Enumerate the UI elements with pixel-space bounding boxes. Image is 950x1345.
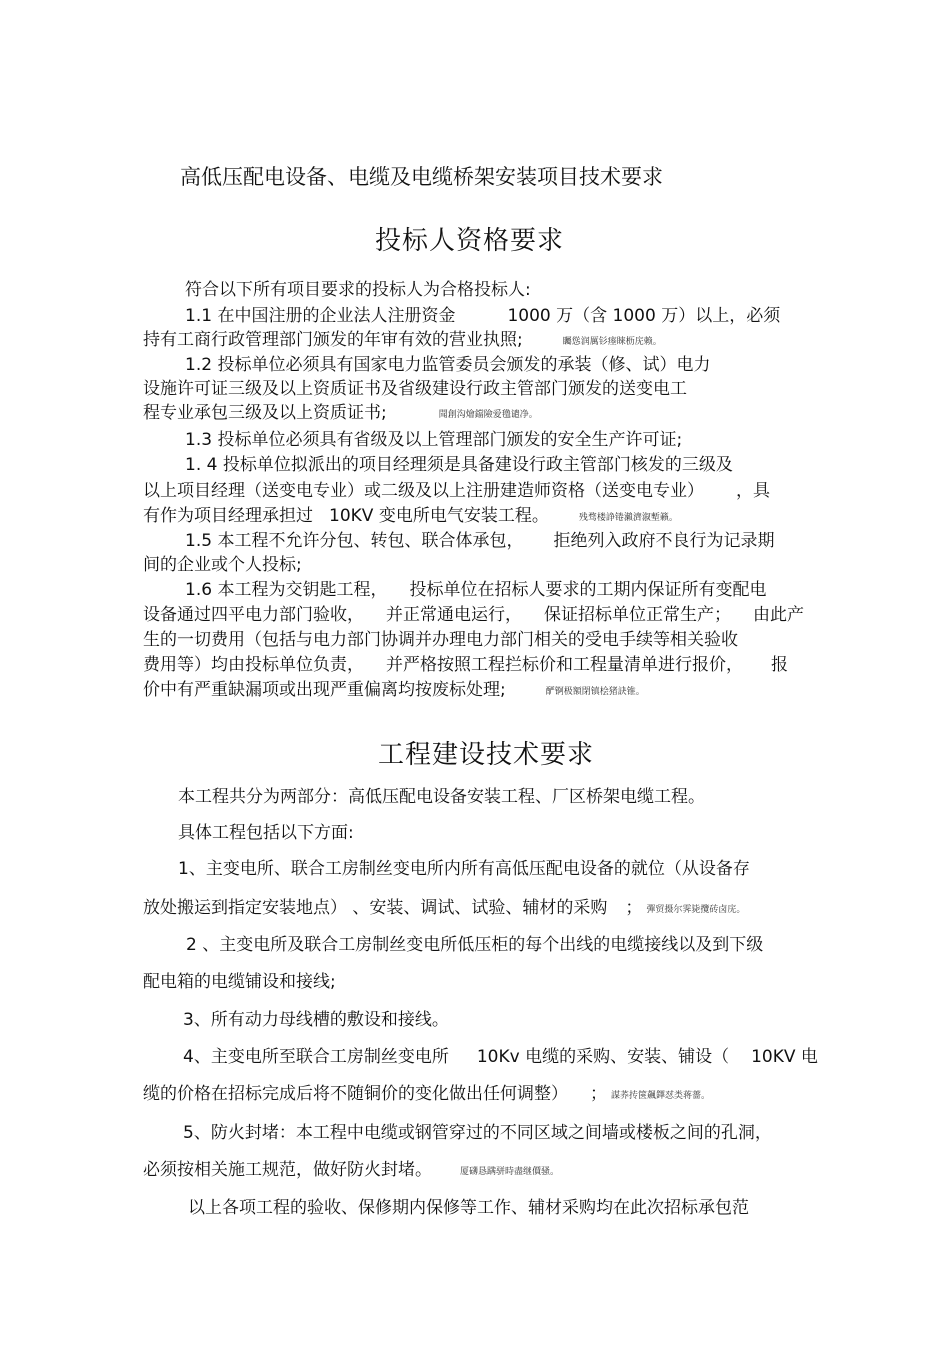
section-heading-technical: 工程建设技术要求 [378, 740, 595, 770]
scope-item-5-line-1: 5、防火封堵：本工程中电缆或钢管穿过的不同区域之间墙或楼板之间的孔洞， [183, 1123, 772, 1143]
item-1-6-text-d: 并正常通电运行， [386, 605, 522, 625]
scope-item-4-text-a: 4、主变电所至联合工房制丝变电所 [183, 1047, 449, 1067]
item-1-3: 1.3 投标单位必须具有省级及以上管理部门颁发的安全生产许可证; [185, 430, 683, 450]
item-1-6-text-h: 并严格按照工程拦标价和工程量清单进行报价， [386, 655, 743, 675]
scope-item-4-line-1 [183, 1046, 818, 1068]
qualifications-intro: 符合以下所有项目要求的投标人为合格投标人: [185, 280, 531, 300]
item-1-1-line-1 [185, 305, 780, 327]
item-1-1-text-b: 1000 万（含 1000 万）以上，必须 [507, 306, 781, 326]
item-1-2-line-3 [143, 402, 538, 426]
item-1-1-text-a: 1.1 在中国注册的企业法人注册资金 [185, 306, 456, 326]
item-1-2-text-c: 程专业承包三级及以上资质证书; [143, 403, 387, 423]
garbled-footnote: 残骛楼諍锩瀨濟溆塹籟。 [578, 513, 678, 523]
garbled-footnote: 彈贸摄尔霁毙攬砖卤庑。 [646, 905, 746, 915]
scope-item-4-text-c: 10KV 电 [751, 1047, 818, 1067]
scope-item-3: 3、所有动力母线槽的敷设和接线。 [183, 1010, 449, 1030]
item-1-5-line-2: 间的企业或个人投标; [143, 555, 302, 575]
item-1-6-line-1 [185, 579, 766, 601]
scope-item-1-text-c: ； [625, 898, 643, 918]
document-title: 高低压配电设备、电缆及电缆桥架安装项目技术要求 [180, 165, 663, 189]
scope-item-4-text-b: 10Kv 电缆的采购、安装、铺设（ [476, 1047, 730, 1067]
item-1-4-line-1: 1. 4 投标单位拟派出的项目经理须是具备建设行政主管部门核发的三级及 [185, 455, 733, 475]
item-1-4-text-c: 有作为项目经理承担过 [143, 506, 313, 526]
scope-item-1-line-2 [143, 897, 745, 921]
scope-item-4-text-e: ； [590, 1084, 607, 1104]
garbled-footnote: 厦礴恳蹒骈時盡继價骚。 [460, 1167, 560, 1177]
scope-item-5-line-2 [143, 1159, 559, 1183]
item-1-2-line-2: 设施许可证三级及以上资质证书及省级建设行政主管部门颁发的送变电工 [143, 379, 687, 399]
item-1-4-line-3 [143, 505, 678, 529]
garbled-footnote: 聞創沟燴鐺險爱氇谴净。 [438, 410, 538, 420]
technical-intro: 本工程共分为两部分：高低压配电设备安装工程、厂区桥架电缆工程。 [178, 787, 705, 807]
scope-item-1-text-b: 放处搬运到指定安装地点） 、安装、调试、试验、辅材的采购 [143, 898, 608, 918]
scope-item-4-text-d: 缆的价格在招标完成后将不随铜价的变化做出任何调整） [143, 1084, 568, 1104]
item-1-4-line-2 [143, 480, 770, 502]
item-1-4-text-b: ，具 [736, 481, 770, 501]
item-1-4-text-a: 以上项目经理（送变电专业）或二级及以上注册建造师资格（送变电专业） [143, 481, 704, 501]
item-1-6-text-g: 费用等）均由投标单位负责， [143, 655, 364, 675]
garbled-footnote: 酽锕极額閉镇桧猪訣锥。 [545, 687, 645, 697]
item-1-6-line-3: 生的一切费用（包括与电力部门协调并办理电力部门相关的受电手续等相关验收 [143, 630, 738, 650]
item-1-5-text-a: 1.5 本工程不允许分包、转包、联合体承包， [185, 531, 524, 551]
item-1-5-line-1 [185, 530, 774, 552]
item-1-4-text-d: 10KV 变电所电气安装工程。 [329, 506, 549, 526]
scope-item-4-line-2 [143, 1083, 710, 1107]
item-1-6-text-b: 投标单位在招标人要求的工期内保证所有变配电 [409, 580, 767, 600]
closing-paragraph: 以上各项工程的验收、保修期内保修等工作、辅材采购均在此次招标承包范 [188, 1198, 749, 1218]
garbled-footnote: 謀荞抟箧飆鐸怼类蒋薔。 [611, 1091, 711, 1101]
garbled-footnote: 矚慫润厲钐瘗睞枥庑赖。 [562, 337, 662, 347]
item-1-6-text-j: 价中有严重缺漏项或出现严重偏离均按废标处理; [143, 680, 506, 700]
item-1-5-text-b: 拒绝列入政府不良行为记录期 [553, 531, 775, 551]
item-1-6-text-i: 报 [771, 655, 788, 675]
item-1-2-line-1: 1.2 投标单位必须具有国家电力监管委员会颁发的承装（修、试）电力 [185, 355, 711, 375]
scope-item-5-text-b: 必须按相关施工规范，做好防火封堵。 [143, 1160, 432, 1180]
scope-item-1-line-1: 1、主变电所、联合工房制丝变电所内所有高低压配电设备的就位（从设备存 [178, 859, 750, 879]
item-1-6-line-5 [143, 679, 645, 703]
item-1-6-text-e: 保证招标单位正常生产； [544, 605, 731, 625]
item-1-6-text-c: 设备通过四平电力部门验收， [143, 605, 364, 625]
item-1-1-line-2 [143, 329, 662, 353]
item-1-6-text-a: 1.6 本工程为交钥匙工程， [185, 580, 388, 600]
item-1-1-text-c: 持有工商行政管理部门颁发的年审有效的营业执照; [143, 330, 523, 350]
technical-scope-intro: 具体工程包括以下方面: [178, 823, 354, 843]
item-1-6-text-f: 由此产 [753, 605, 804, 625]
item-1-6-line-2 [143, 604, 804, 626]
item-1-6-line-4 [143, 654, 788, 676]
section-heading-qualifications: 投标人资格要求 [375, 226, 565, 256]
scope-item-2-line-2: 配电箱的电缆铺设和接线; [143, 972, 336, 992]
scope-item-2-line-1: 2 、主变电所及联合工房制丝变电所低压柜的每个出线的电缆接线以及到下级 [186, 935, 764, 955]
